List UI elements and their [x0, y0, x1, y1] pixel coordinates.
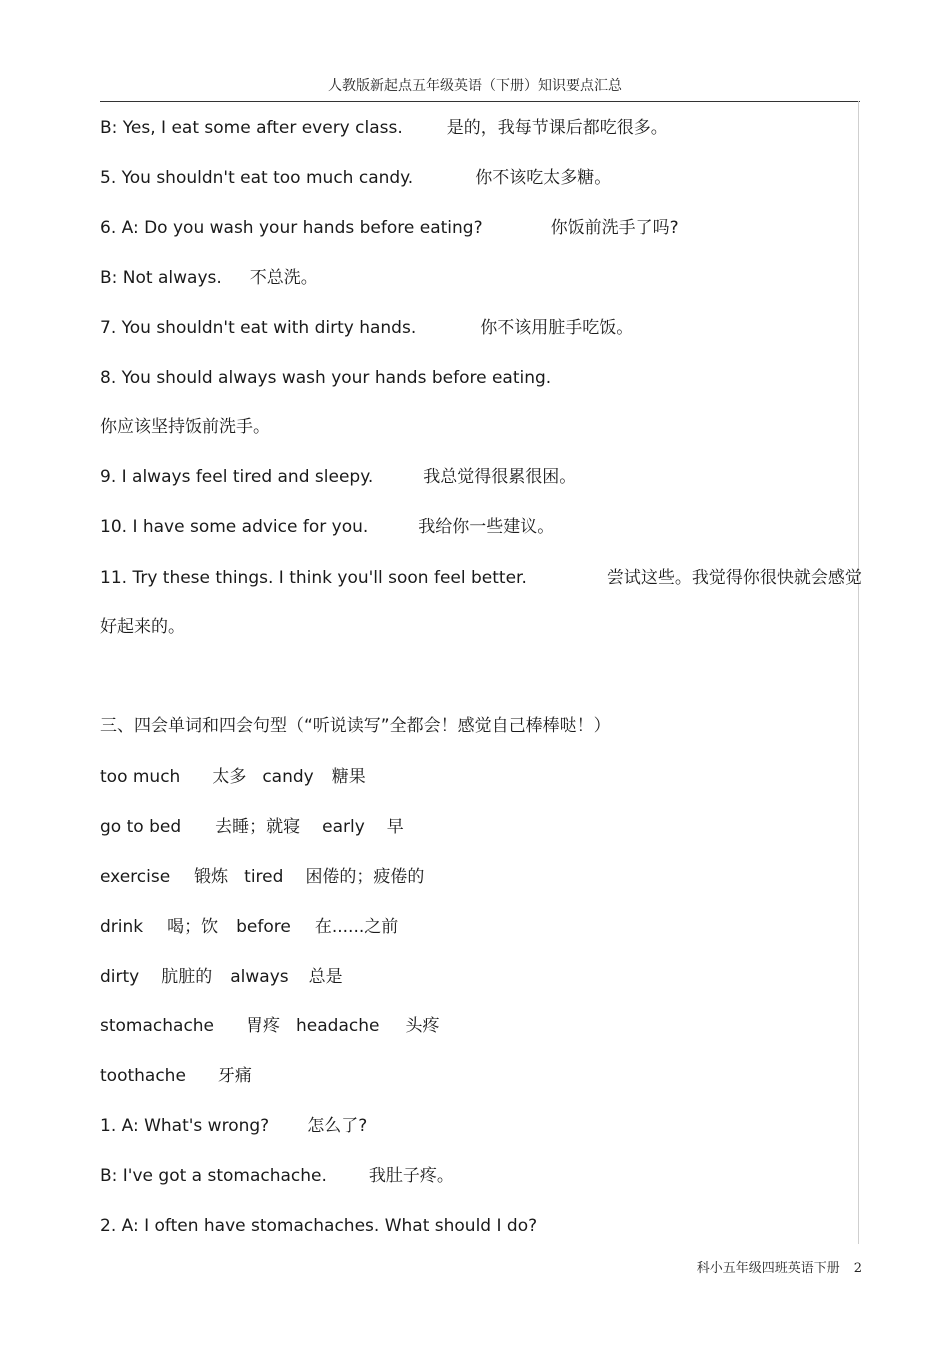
chinese-translation: 我肚子疼。: [368, 1166, 454, 1186]
page-header-title: 人教版新起点五年级英语（下册）知识要点汇总: [328, 78, 622, 94]
page-footer: [697, 1257, 862, 1276]
vocab-meaning: 锻炼: [194, 867, 229, 887]
chinese-translation: 尝试这些。我觉得你很快就会感觉: [606, 568, 862, 588]
vocab-word: stomachache: [100, 1016, 215, 1036]
chinese-translation: 是的，我每节课后都吃很多。: [446, 118, 668, 138]
section-heading-text: 三、四会单词和四会句型（“听说读写”全都会！感觉自己棒棒哒！）: [100, 716, 611, 736]
page-number: 2: [853, 1261, 862, 1276]
chinese-translation: 我给你一些建议。: [418, 517, 555, 537]
vocab-word: candy: [262, 767, 314, 787]
vocab-word: early: [322, 817, 365, 837]
english-sentence: 9. I always feel tired and sleepy.: [100, 467, 374, 487]
vocab-line: [100, 766, 366, 788]
vocab-line: [100, 866, 424, 888]
vocab-meaning: 糖果: [331, 767, 366, 787]
chinese-translation: 你应该坚持饭前洗手。: [100, 417, 270, 437]
vocab-word: drink: [100, 917, 144, 937]
sentence-line: [100, 616, 185, 638]
vocab-line: [100, 816, 404, 838]
vocab-word: headache: [296, 1016, 380, 1036]
vocab-word: tired: [244, 867, 284, 887]
vocab-meaning: 肮脏的: [161, 967, 213, 987]
english-sentence: 1. A: What's wrong?: [100, 1116, 270, 1136]
chinese-translation: 你不该用脏手吃饭。: [480, 318, 634, 338]
vocab-meaning: 早: [386, 817, 404, 837]
vocab-meaning: 牙痛: [217, 1066, 252, 1086]
section-heading: [100, 715, 611, 737]
sentence-line: [100, 317, 633, 339]
chinese-translation: 怎么了?: [307, 1116, 368, 1136]
footer-text: 科小五年级四班英语下册: [696, 1261, 840, 1276]
sentence-line: [100, 117, 668, 139]
sentence-line: [100, 1215, 537, 1237]
chinese-translation: 好起来的。: [100, 617, 185, 637]
vocab-meaning: 太多: [212, 767, 247, 787]
vocab-meaning: 在......之前: [314, 917, 399, 937]
vocab-line: [100, 1015, 439, 1037]
sentence-line: [100, 466, 576, 488]
vocab-line: [100, 1065, 252, 1087]
english-sentence: B: Not always.: [100, 268, 222, 288]
sentence-line: [100, 367, 551, 389]
vocab-word: go to bed: [100, 817, 182, 837]
vocab-word: toothache: [100, 1066, 186, 1086]
english-sentence: 5. You shouldn't eat too much candy.: [100, 168, 414, 188]
vocab-meaning: 困倦的；疲倦的: [305, 867, 425, 887]
english-sentence: 6. A: Do you wash your hands before eating?: [100, 218, 483, 238]
vocab-word: before: [236, 917, 291, 937]
english-sentence: 8. You should always wash your hands before eating.: [100, 368, 552, 388]
vocab-meaning: 喝；饮: [167, 917, 219, 937]
vocab-line: [100, 916, 398, 938]
sentence-line: [100, 267, 318, 289]
vocab-word: dirty: [100, 967, 140, 987]
vocab-meaning: 总是: [308, 967, 343, 987]
vocab-word: always: [230, 967, 289, 987]
english-sentence: B: I've got a stomachache.: [100, 1166, 327, 1186]
english-sentence: B: Yes, I eat some after every class.: [100, 118, 403, 138]
vocab-meaning: 胃疼: [246, 1016, 281, 1036]
english-sentence: 10. I have some advice for you.: [100, 517, 369, 537]
english-sentence: 2. A: I often have stomachaches. What should I do?: [100, 1216, 538, 1236]
vocab-line: [100, 966, 343, 988]
english-sentence: 11. Try these things. I think you'll soon feel better.: [100, 568, 527, 588]
english-sentence: 7. You shouldn't eat with dirty hands.: [100, 318, 417, 338]
chinese-translation: 你饭前洗手了吗?: [550, 218, 679, 238]
sentence-line: [100, 516, 554, 538]
sentence-line: [100, 217, 679, 239]
vocab-meaning: 去睡；就寝: [215, 817, 301, 837]
sentence-line: [100, 567, 862, 589]
vocab-meaning: 头疼: [405, 1016, 440, 1036]
chinese-translation: 我总觉得很累很困。: [423, 467, 577, 487]
right-margin-rule: [858, 101, 859, 1244]
vocab-word: too much: [100, 767, 181, 787]
sentence-line: [100, 167, 611, 189]
vocab-word: exercise: [100, 867, 171, 887]
sentence-line: [100, 1165, 454, 1187]
sentence-line: [100, 416, 270, 438]
chinese-translation: 你不该吃太多糖。: [475, 168, 612, 188]
header-divider: [100, 101, 860, 102]
sentence-line: [100, 1115, 367, 1137]
chinese-translation: 不总洗。: [249, 268, 318, 288]
